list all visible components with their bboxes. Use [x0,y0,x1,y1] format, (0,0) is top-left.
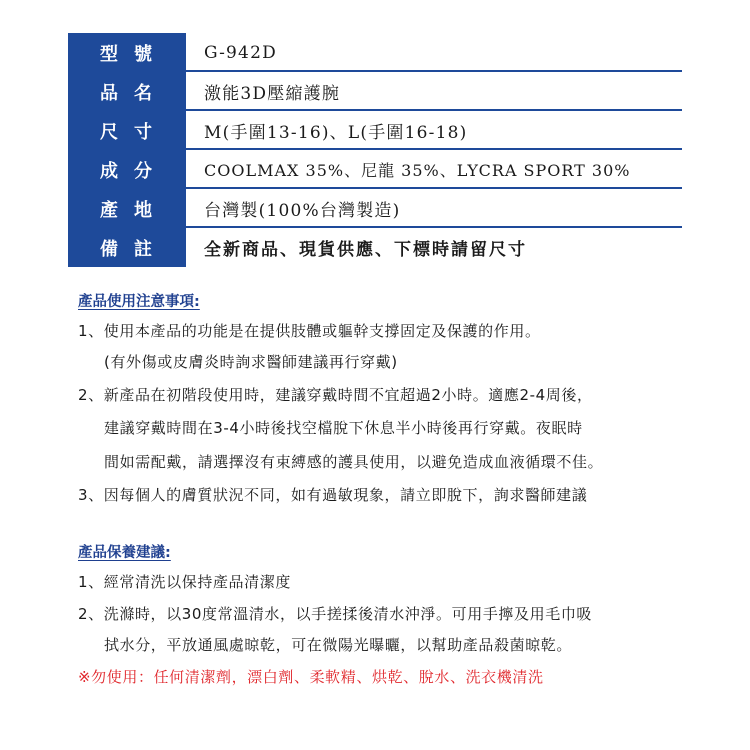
usage-line: 2、新產品在初階段使用時，建議穿戴時間不宜超過2小時。適應2-4周後， [78,386,593,404]
care-line: 1、經常清洗以保持產品清潔度 [78,573,291,591]
spec-label: 產地 [68,189,186,228]
spec-row-material [68,150,682,189]
spec-label: 備註 [68,228,186,267]
spec-row-remark [68,228,682,267]
usage-line: 1、使用本產品的功能是在提供肢體或軀幹支撐固定及保護的作用。 [78,322,541,340]
usage-line: (有外傷或皮膚炎時詢求醫師建議再行穿戴) [104,353,398,371]
care-line: 2、洗滌時，以30度常溫清水，以手搓揉後清水沖淨。可用手擰及用毛巾吸 [78,605,593,623]
spec-row-model [68,33,682,72]
care-title: 產品保養建議: [78,545,171,561]
spec-row-size [68,111,682,150]
spec-value: 激能3D壓縮護腕 [204,84,341,104]
spec-row-origin [68,189,682,228]
spec-label: 型號 [68,33,186,72]
usage-line: 3、因每個人的膚質狀況不同，如有過敏現象，請立即脫下，詢求醫師建議 [78,486,588,504]
spec-value: 全新商品、現貨供應、下標時請留尺寸 [204,240,527,260]
spec-label: 品名 [68,72,186,111]
care-warning: ※勿使用：任何清潔劑，漂白劑、柔軟精、烘乾、脫水、洗衣機清洗 [78,668,544,686]
spec-value: COOLMAX 35%、尼龍 35%、LYCRA SPORT 30% [204,161,631,180]
usage-line: 建議穿戴時間在3-4小時後找空檔脫下休息半小時後再行穿戴。夜眠時 [104,419,583,437]
usage-title: 產品使用注意事項: [78,294,200,310]
spec-table [68,33,682,267]
spec-value: 台灣製(100%台灣製造) [204,201,401,221]
usage-line: 間如需配戴，請選擇沒有束縛感的護具使用，以避免造成血液循環不佳。 [104,453,604,471]
spec-label: 尺寸 [68,111,186,150]
care-line: 拭水分，平放通風處晾乾，可在微陽光曝曬，以幫助產品殺菌晾乾。 [104,636,573,654]
spec-label: 成分 [68,150,186,189]
spec-value: M(手圍13-16)、L(手圍16-18) [204,123,468,143]
spec-row-name [68,72,682,111]
spec-value: G-942D [204,42,277,63]
